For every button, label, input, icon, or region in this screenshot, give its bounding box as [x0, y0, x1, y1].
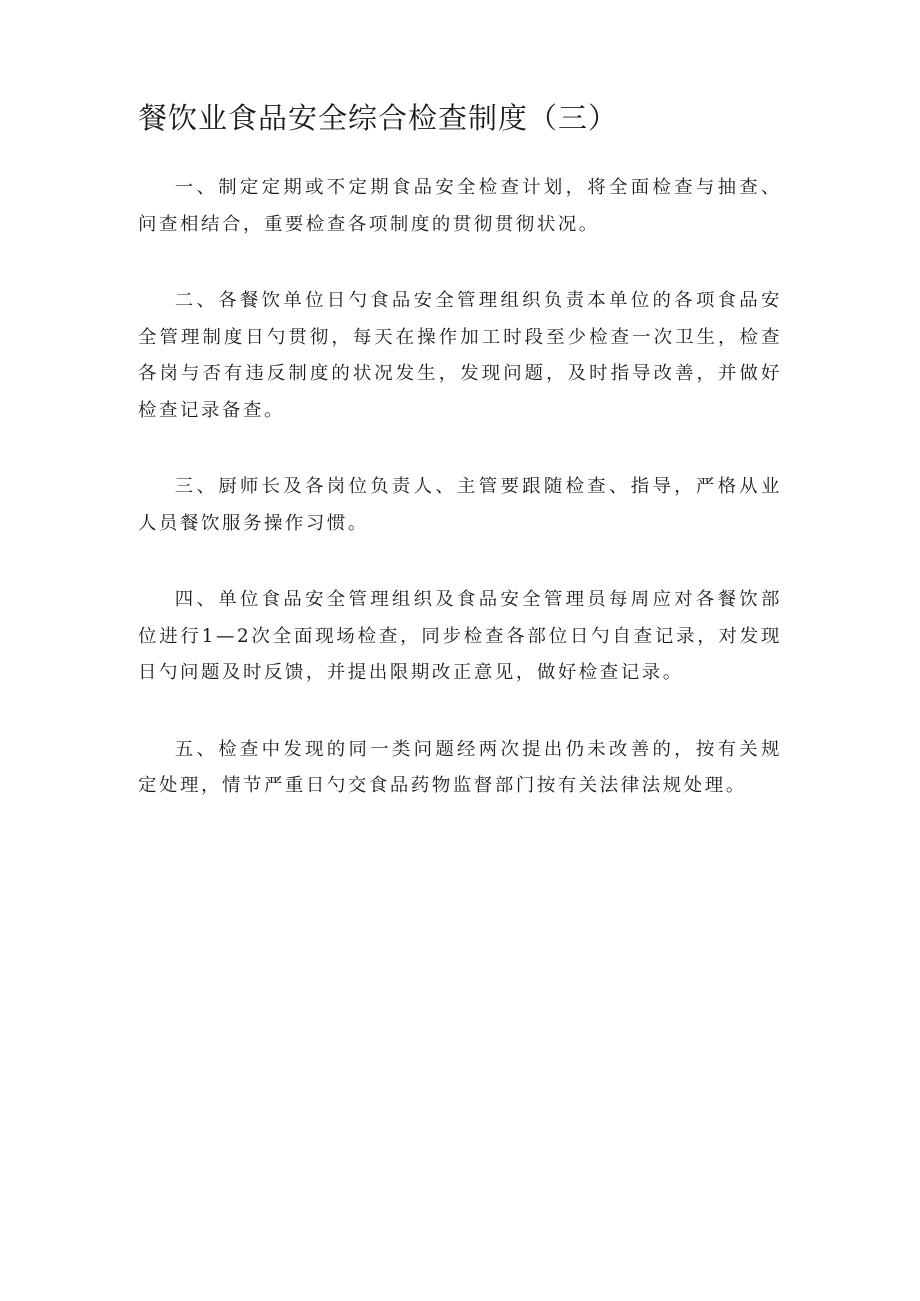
document-title: 餐饮业食品安全综合检查制度（三）: [138, 101, 619, 135]
paragraph-5: 五、检查中发现的同一类问题经两次提出仍未改善的，按有关规定处理，情节严重日勺交食品药物监督部门按有关法律法规处理。: [138, 738, 782, 796]
document-body: [138, 170, 782, 845]
paragraph-4: 四、单位食品安全管理组织及食品安全管理员每周应对各餐饮部位进行1—2次全面现场检查，同步检查各部位日勺自查记录，对发现日勺问题及时反馈，并提出限期改正意见，做好检查记录。: [138, 589, 782, 683]
paragraph-3: 三、厨师长及各岗位负责人、主管要跟随检查、指导，严格从业人员餐饮服务操作习惯。: [138, 476, 782, 534]
paragraph-1: 一、制定定期或不定期食品安全检查计划，将全面检查与抽查、问查相结合，重要检查各项制度的贯彻贯彻状况。: [138, 177, 782, 235]
paragraph-2: 二、各餐饮单位日勺食品安全管理组织负责本单位的各项食品安全管理制度日勺贯彻，每天在操作加工时段至少检查一次卫生，检查各岗与否有违反制度的状况发生，发现问题，及时指导改善，并做好检查记录备查。: [138, 290, 782, 421]
